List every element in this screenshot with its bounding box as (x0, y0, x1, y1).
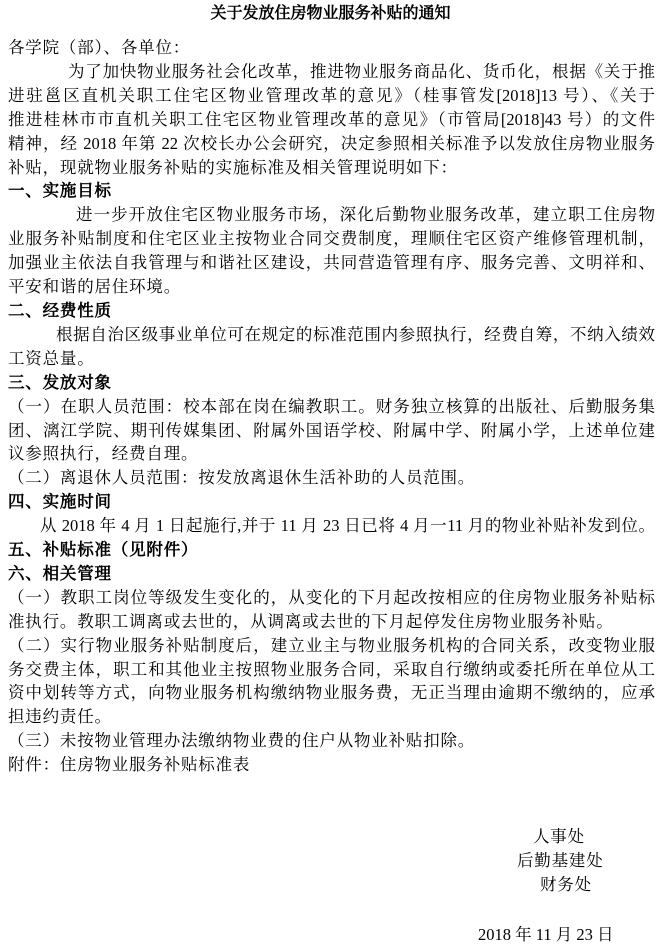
signatory-finance-office: 财务处 (540, 875, 592, 894)
paragraph-line: 平安和谐的居住环境。 (8, 277, 181, 297)
salutation: 各学院（部）、各单位： (8, 38, 191, 57)
section-heading: 四、实施时间 (8, 492, 112, 512)
paragraph-line: 务交费主体，职工和其他业主按照物业服务合同，采取自行缴纳或委托所在单位从工 (8, 659, 655, 679)
section-implementation-goal (8, 179, 655, 299)
paragraph-line: （三）未按物业管理办法缴纳物业费的住户从物业补贴扣除。 (8, 731, 476, 751)
section-heading: 二、经费性质 (8, 300, 112, 320)
paragraph-line: 加强业主依法自我管理与和谐社区建设，共同营造管理有序、服务完善、文明祥和、 (8, 253, 655, 273)
paragraph-line: （一）教职工岗位等级发生变化的，从变化的下月起改按相应的住房物业服务补贴标 (8, 587, 655, 607)
paragraph-line: 进驻邕区直机关职工住宅区物业管理改革的意见》（桂事管发[2018]13 号）、《关于 (8, 85, 655, 105)
paragraph-line: 精神，经 2018 年第 22 次校长办公会研究，决定参照相关标准予以发放住房物业服务 (8, 133, 655, 153)
section-heading: 六、相关管理 (8, 563, 112, 583)
paragraph-line: 从 2018 年 4 月 1 日起施行,并于 11 月 23 日已将 4 月一11 月的物业补贴补发到位。 (40, 516, 655, 536)
paragraph-line: 担违约责任。 (8, 707, 112, 727)
document-title: 关于发放住房物业服务补贴的通知 (210, 5, 451, 22)
section-subsidy-standard (8, 538, 655, 562)
section-funding-nature (8, 299, 655, 371)
paragraph-line: 进一步开放住宅区物业服务市场，深化后勤物业服务改革，建立职工住房物 (76, 205, 655, 225)
issue-date: 2018 年 11 月 23 日 (478, 925, 614, 944)
paragraph-line: 业服务补贴制度和住宅区业主按物业合同交费制度，理顺住宅区资产维修管理机制， (8, 229, 655, 249)
section-heading: 三、发放对象 (8, 372, 112, 392)
paragraph-line: 工资总量。 (8, 348, 95, 368)
paragraph-line: （二）离退休人员范围：按发放离退休生活补助的人员范围。 (8, 468, 476, 488)
section-recipients (8, 371, 655, 491)
section-heading: 一、实施目标 (8, 181, 112, 201)
paragraph-line: 补贴，现就物业服务补贴的实施标准及相关管理说明如下： (8, 157, 458, 177)
paragraph-line: 议参照执行，经费自理。 (8, 444, 199, 464)
signatory-logistics-office: 后勤基建处 (517, 851, 604, 870)
paragraph-line: （一）在职人员范围：校本部在岗在编教职工。财务独立核算的出版社、后勤服务集 (8, 396, 655, 416)
paragraph-line: 团、漓江学院、期刊传媒集团、附属外国语学校、附属中学、附属小学，上述单位建 (8, 420, 655, 440)
attachment-note: 附件：住房物业服务补贴标准表 (8, 755, 251, 775)
paragraph-line: 根据自治区级事业单位可在规定的标准范围内参照执行，经费自筹，不纳入绩效 (56, 324, 655, 344)
paragraph-line: 为了加快物业服务社会化改革，推进物业服务商品化、货币化，根据《关于推 (68, 61, 655, 81)
paragraph-line: （二）实行物业服务补贴制度后，建立业主与物业服务机构的合同关系，改变物业服 (8, 635, 655, 655)
intro-paragraph (8, 60, 655, 180)
paragraph-line: 推进桂林市市直机关职工住宅区物业管理改革的意见》（市管局[2018]43 号）的文件 (8, 109, 655, 129)
section-implementation-time (8, 490, 655, 538)
signatory-hr-office: 人事处 (533, 827, 585, 846)
paragraph-line: 资中划转等方式，向物业服务机构缴纳物业服务费，无正当理由逾期不缴纳的，应承 (8, 683, 655, 703)
section-management (8, 562, 655, 753)
document-body (8, 36, 655, 777)
paragraph-line: 准执行。教职工调离或去世的，从调离或去世的下月起停发住房物业服务补贴。 (8, 611, 614, 631)
section-heading: 五、补贴标准（见附件） (8, 540, 199, 560)
